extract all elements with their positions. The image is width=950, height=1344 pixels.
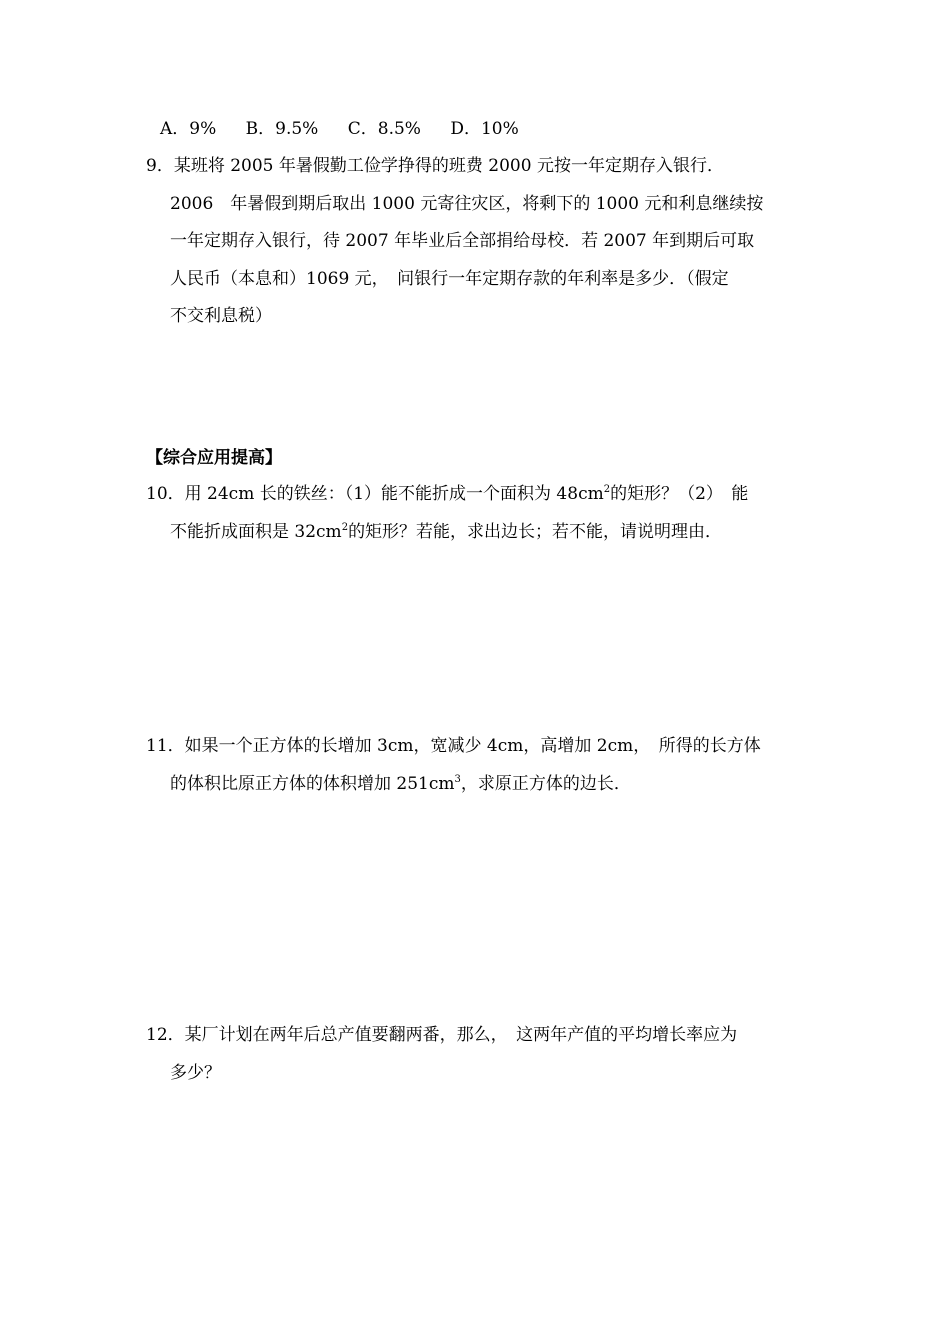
q9-line-2: 2006 年暑假到期后取出 1000 元寄往灾区，将剩下的 1000 元和利息继续按 xyxy=(170,193,764,214)
q8-option-a: A．9% xyxy=(160,119,217,139)
q11-line-2 xyxy=(146,766,806,804)
q9-line-3: 一年定期存入银行，待 2007 年毕业后全部捐给母校．若 2007 年到期后可取 xyxy=(170,231,755,251)
question-10 xyxy=(146,476,806,551)
q10-line-2-text: 不能折成面积是 32cm xyxy=(170,521,342,542)
q8-option-d: D．10% xyxy=(450,119,519,139)
q10-line-2 xyxy=(146,514,806,552)
q9-line-1: 9．某班将 2005 年暑假勤工俭学挣得的班费 2000 元按一年定期存入银行． xyxy=(146,156,724,176)
q11-superscript: 3 xyxy=(454,773,461,785)
q11-line-1: 11．如果一个正方体的长增加 3cm，宽减少 4cm，高增加 2cm， 所得的长方体 xyxy=(146,736,761,756)
q8-options xyxy=(160,117,519,141)
question-11 xyxy=(146,728,806,803)
q11-line-2-rest: ，求原正方体的边长． xyxy=(460,773,631,794)
q9-line-5: 不交利息税） xyxy=(170,306,272,326)
q12-line-1: 12．某厂计划在两年后总产值要翻两番，那么， 这两年产值的平均增长率应为 xyxy=(146,1025,738,1045)
q10-line-2-rest: 的矩形？若能，求出边长；若不能，请说明理由． xyxy=(348,521,723,542)
q11-line-2-text: 的体积比原正方体的体积增加 251cm xyxy=(170,773,455,794)
q12-line-2: 多少？ xyxy=(170,1062,221,1083)
question-9 xyxy=(146,148,806,336)
q10-line-1 xyxy=(146,476,806,514)
q9-line-4: 人民币（本息和）1069 元， 问银行一年定期存款的年利率是多少．（假定 xyxy=(170,268,729,289)
q8-option-c: C．8.5% xyxy=(347,119,421,139)
q10-line-1-text: 10．用 24cm 长的铁丝：（1）能不能折成一个面积为 48cm xyxy=(146,484,604,504)
section-heading: 【综合应用提高】 xyxy=(146,448,282,468)
q10-superscript-1: 2 xyxy=(603,484,611,495)
q8-option-b: B．9.5% xyxy=(245,119,319,139)
question-12 xyxy=(146,1017,806,1092)
q10-line-1-rest: 的矩形？（2） 能 xyxy=(610,484,749,504)
q10-superscript-2: 2 xyxy=(341,521,349,533)
